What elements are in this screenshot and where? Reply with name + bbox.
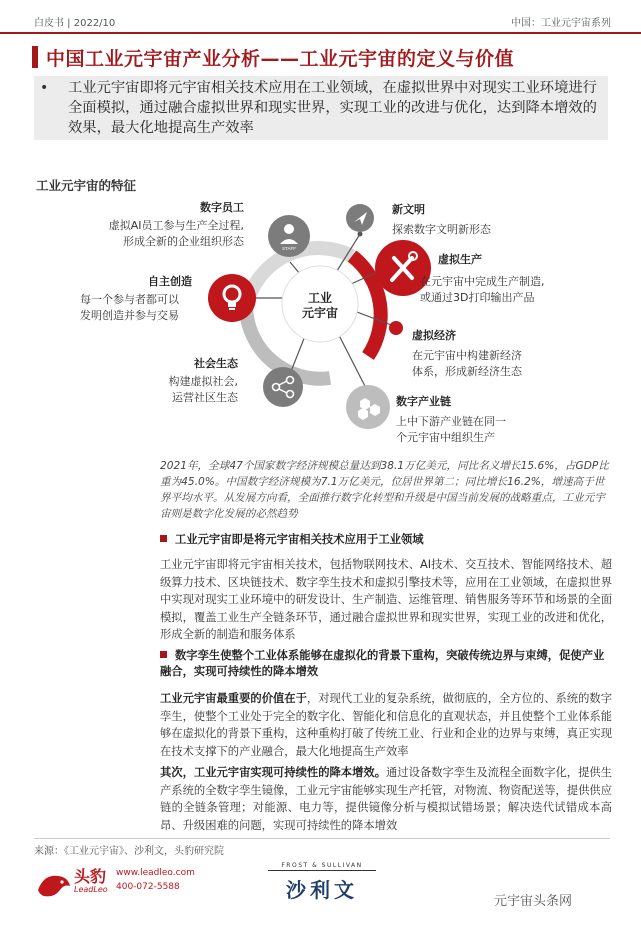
desc-line: 上中下游产业链在同一 [396, 415, 506, 428]
desc-line: 在元宇宙中完成生产制造, [420, 275, 545, 288]
title-accent-bar [32, 46, 38, 68]
desc-line: 运营社区生态 [172, 391, 238, 404]
frost-top: FROST & SULLIVAN [281, 862, 363, 869]
desc-line: 或通过3D打印输出产品 [420, 291, 535, 304]
header-right: 中国：工业元宇宙系列 [511, 18, 611, 29]
title-row [20, 44, 628, 70]
leadleo-phone: 400-072-5588 [116, 882, 180, 892]
center-label-line1: 工业 [307, 291, 332, 305]
desc-line: 每一个参与者都可以 [80, 293, 179, 306]
item-desc-creation [80, 292, 210, 324]
summary-text: 工业元宇宙即将元宇宙相关技术应用在工业领域，在虚拟世界中对现实工业环境进行全面模拟，通过融合虚拟世界和现实世界，实现工业的改进与优化，达到降本增效的效果，最大化地提高生产效率 [68, 80, 597, 136]
para1-rest: ，对现代工业的复杂系统，做彻底的，全方位的、系统的数字孪生，使整个工业处于完全的数字化、智能化和信息化的直观状态，并且使整个工业体系能够在虚拟化的背景下重构，这种重构打破了传统工业、行业和企业的边界与束缚，真正实现在技术支撑下的产业融合，最大化地提高生产效率 [160, 692, 612, 758]
center-label-line2: 元宇宙 [301, 306, 338, 320]
para2-rest: 通过设备数字孪生及流程全面数字化，提供生产系统的全数字孪生镜像，工业元宇宙能够实现生产托管，对物流、物资配送等，提供供应链的全链条管理；对能源、电力等，提供镜像分析与模拟试错场景；解决迭代试错成本高昂、升级困难的问题，实现可持续性的降本增效 [160, 766, 612, 832]
frost-rule [268, 870, 376, 871]
item-desc-digital-staff [74, 218, 244, 250]
item-desc-virtual-production [420, 274, 545, 306]
section2-para2 [160, 764, 612, 834]
item-desc-digital-chain [396, 414, 506, 446]
footer-divider [34, 838, 610, 839]
item-desc-virtual-economy [412, 348, 522, 380]
item-title-digital-staff: 数字员工 [200, 201, 244, 214]
item-desc-new-civilization [392, 222, 491, 238]
bullet-dot: • [40, 80, 49, 96]
summary-box [34, 76, 608, 140]
center-label [298, 291, 342, 321]
section2-para1 [160, 690, 612, 760]
frost-cn: 沙利文 [286, 878, 358, 902]
section1-heading-text: 工业元宇宙即是将元宇宙相关技术应用于工业领域 [175, 533, 424, 546]
desc-line: 形成全新的企业组织形态 [123, 235, 244, 248]
header-left: 白皮书 | 2022/10 [34, 18, 116, 29]
leadleo-cn: 头豹 [74, 867, 107, 886]
features-diagram [0, 188, 641, 450]
red-square-icon [160, 535, 167, 542]
item-title-digital-chain: 数字产业链 [396, 395, 451, 408]
item-title-social-ecology: 社会生态 [194, 357, 238, 370]
section1-heading [160, 532, 610, 548]
features-title: 工业元宇宙的特征 [36, 178, 137, 193]
svg-text:STAFF: STAFF [282, 246, 296, 251]
desc-line: 虚拟AI员工参与生产全过程, [108, 219, 244, 232]
stats-paragraph: 2021年，全球47个国家数字经济规模总量达到38.1万亿美元，同比名义增长15.6%，占GDP比重为45.0%。中国数字经济规模为7.1万亿美元，位居世界第二；同比增长16.2%，增速高于世界平均水平。从发展方向看，全面推行数字化转型和升级是中国当前发展的战略重点，工业元宇宙则是数字化发展的必然趋势 [160, 460, 609, 520]
lightbulb-icon [208, 274, 256, 322]
red-square-icon [160, 651, 167, 658]
page-title: 中国工业元宇宙产业分析——工业元宇宙的定义与价值 [46, 48, 515, 70]
item-title-virtual-production: 虚拟生产 [438, 253, 482, 266]
desc-line: 体系，形成新经济生态 [412, 365, 522, 378]
item-title-new-civilization: 新文明 [392, 203, 425, 216]
item-title-creation: 自主创造 [148, 275, 192, 288]
desc-line: 构建虚拟社会, [168, 375, 238, 388]
desc-line: 发明创造并参与交易 [80, 309, 179, 322]
leadleo-en: LeadLeo [74, 885, 108, 894]
economy-dot-icon [389, 321, 403, 335]
leopard-icon [34, 864, 74, 904]
para1-lead: 工业元宇宙最重要的价值在于 [160, 692, 307, 705]
section1-body: 工业元宇宙即将元宇宙相关技术，包括物联网技术、AI技术、交互技术、智能网络技术、超级算力技术、区块链技术、数字孪生技术和虚拟引擎技术等，应用在工业领域，在虚拟世界中实现对现实工业环境中的研发设计、生产制造、运维管理、销售服务等环节和场景的全面模拟，覆盖工业生产全链条环节，通过融合虚拟世界和现实世界，实现工业的改进和优化，形成全新的制造和服务体系 [160, 558, 612, 641]
section2-heading [160, 648, 610, 680]
desc-line: 探索数字文明新形态 [392, 223, 491, 236]
page-header [0, 8, 641, 34]
desc-line: 在元宇宙中构建新经济 [412, 349, 522, 362]
section2-heading-text: 数字孪生使整个工业体系能够在虚拟化的背景下重构，突破传统边界与束缚，促使产业融合，实现可持续性的降本增效 [160, 649, 605, 678]
desc-line: 个元宇宙中组织生产 [396, 431, 495, 444]
item-title-virtual-economy: 虚拟经济 [412, 329, 456, 342]
frost-sullivan-logo [262, 862, 382, 906]
source-note: 来源：《工业元宇宙》、沙利文，头豹研究院 [34, 846, 224, 857]
watermark: 元宇宙头条网 [494, 894, 573, 909]
share-icon [263, 367, 303, 407]
item-desc-social-ecology [130, 374, 238, 406]
leadleo-url: www.leadleo.com [116, 868, 195, 878]
para2-lead: 其次，工业元宇宙实现可持续性的降本增效。 [160, 766, 386, 779]
leadleo-logo [34, 862, 195, 906]
